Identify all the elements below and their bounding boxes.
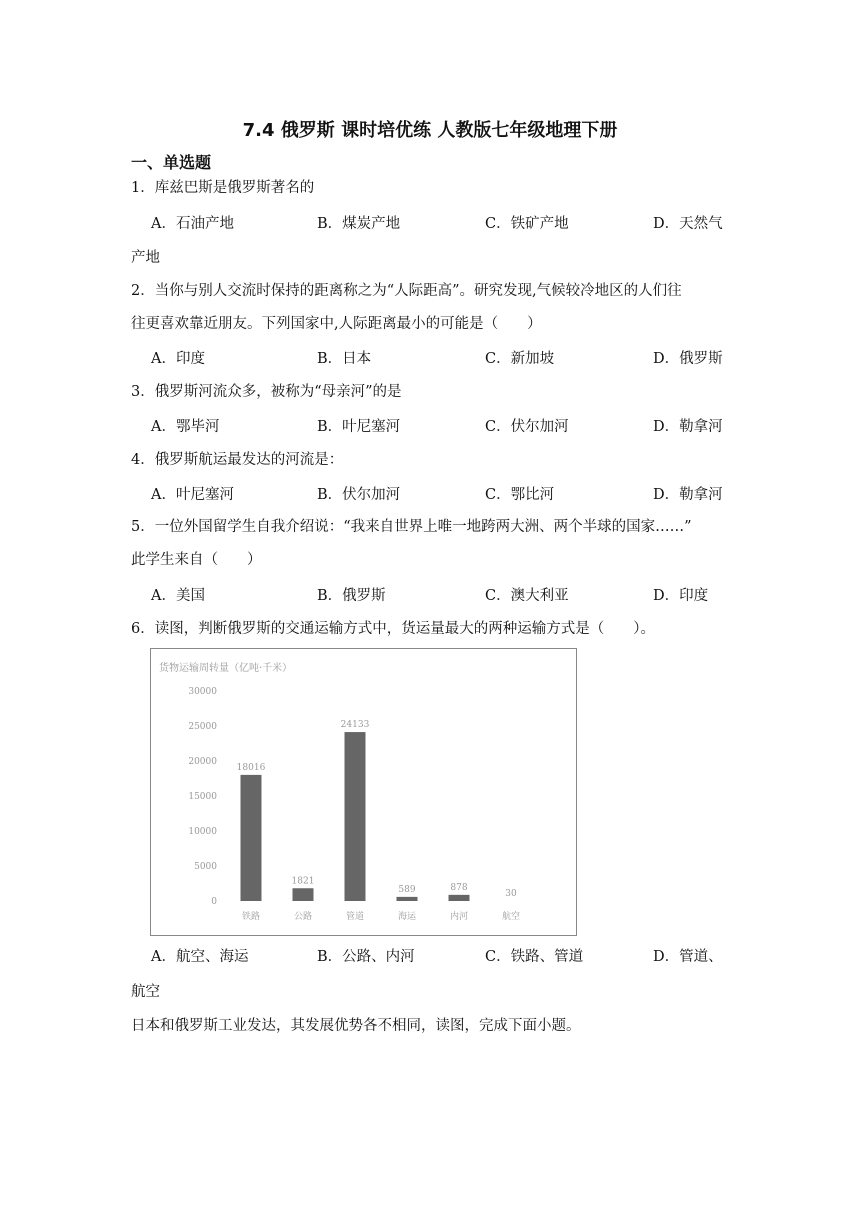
freight-turnover-bar-chart — [150, 648, 577, 936]
bar-海运 — [397, 897, 418, 901]
option-d-continuation: 产地 — [131, 250, 160, 266]
y-tick-label: 15000 — [188, 792, 217, 802]
question-2-stem-line-2: 往更喜欢靠近朋友。下列国家中,人际距离最小的可能是（ ） — [131, 316, 542, 332]
option-d[interactable]: D．勒拿河 — [653, 487, 723, 503]
option-b[interactable]: B．叶尼塞河 — [317, 419, 401, 435]
question-5-stem-line-1: 5．一位外国留学生自我介绍说：“我来自世界上唯一地跨两大洲、两个半球的国家……” — [131, 519, 692, 535]
option-d[interactable]: D．管道、 — [653, 949, 723, 965]
question-2-options — [151, 347, 741, 369]
question-5-stem-line-2: 此学生来自（ ） — [131, 552, 262, 568]
group-intro-text: 日本和俄罗斯工业发达，其发展优势各不相同，读图，完成下面小题。 — [131, 1018, 581, 1034]
y-tick-label: 5000 — [194, 862, 217, 872]
question-5-options — [151, 584, 741, 606]
bar-value-label: 1821 — [291, 876, 315, 887]
bar-value-label: 30 — [505, 888, 517, 899]
category-label: 公路 — [293, 912, 313, 922]
y-tick-label: 25000 — [188, 722, 217, 732]
bar-value-label: 24133 — [340, 720, 370, 731]
category-label: 铁路 — [241, 912, 261, 922]
option-d[interactable]: D．印度 — [653, 588, 709, 604]
question-6-options — [151, 945, 741, 967]
option-a[interactable]: A．叶尼塞河 — [151, 487, 234, 503]
option-b[interactable]: B．俄罗斯 — [317, 588, 386, 604]
option-a[interactable]: A．美国 — [151, 588, 205, 604]
y-tick-label: 10000 — [188, 827, 217, 837]
question-1-stem: 1．库兹巴斯是俄罗斯著名的 — [131, 180, 315, 196]
option-c[interactable]: C．新加坡 — [485, 351, 555, 367]
y-tick-label: 0 — [211, 897, 217, 907]
bar-公路 — [293, 888, 314, 901]
option-c[interactable]: C．铁矿产地 — [485, 216, 569, 232]
question-3-options — [151, 415, 741, 437]
question-4-stem: 4．俄罗斯航运最发达的河流是： — [131, 452, 344, 468]
y-tick-label: 20000 — [188, 757, 217, 767]
option-a[interactable]: A．石油产地 — [151, 216, 234, 232]
bar-铁路 — [241, 775, 262, 901]
option-d[interactable]: D．天然气 — [653, 216, 723, 232]
section-heading: 一、单选题 — [131, 153, 212, 172]
option-b[interactable]: B．煤炭产地 — [317, 216, 401, 232]
option-c[interactable]: C．铁路、管道 — [485, 949, 584, 965]
category-label: 航空 — [501, 912, 521, 922]
option-b[interactable]: B．公路、内河 — [317, 949, 415, 965]
bar-value-label: 878 — [450, 882, 468, 893]
chart-title: 货物运输周转量（亿吨·千米） — [159, 663, 293, 674]
question-6-stem: 6．读图，判断俄罗斯的交通运输方式中，货运量最大的两种运输方式是（ ）。 — [131, 621, 655, 637]
bar-value-label: 589 — [398, 884, 416, 895]
category-label: 海运 — [397, 912, 417, 922]
y-tick-label: 30000 — [188, 687, 217, 697]
category-label: 管道 — [345, 912, 365, 922]
option-d[interactable]: D．勒拿河 — [653, 419, 723, 435]
option-b[interactable]: B．日本 — [317, 351, 372, 367]
option-d[interactable]: D．俄罗斯 — [653, 351, 723, 367]
bar-内河 — [449, 895, 470, 901]
option-a[interactable]: A．航空、海运 — [151, 949, 249, 965]
question-1-options — [151, 212, 741, 234]
bar-管道 — [345, 732, 366, 901]
option-c[interactable]: C．伏尔加河 — [485, 419, 569, 435]
question-2-stem-line-1: 2．当你与别人交流时保持的距离称之为“人际距高”。研究发现,气候较冷地区的人们往 — [131, 283, 682, 299]
option-b[interactable]: B．伏尔加河 — [317, 487, 401, 503]
category-label: 内河 — [449, 912, 469, 922]
option-c[interactable]: C．澳大利亚 — [485, 588, 569, 604]
option-a[interactable]: A．印度 — [151, 351, 205, 367]
option-c[interactable]: C．鄂比河 — [485, 487, 555, 503]
option-a[interactable]: A．鄂毕河 — [151, 419, 220, 435]
chart-svg — [151, 649, 576, 935]
bar-value-label: 18016 — [236, 762, 266, 773]
option-d-continuation: 航空 — [131, 984, 160, 1000]
question-4-options — [151, 483, 741, 505]
page-title: 7.4 俄罗斯 课时培优练 人教版七年级地理下册 — [242, 120, 618, 141]
question-3-stem: 3．俄罗斯河流众多，被称为“母亲河”的是 — [131, 384, 402, 400]
